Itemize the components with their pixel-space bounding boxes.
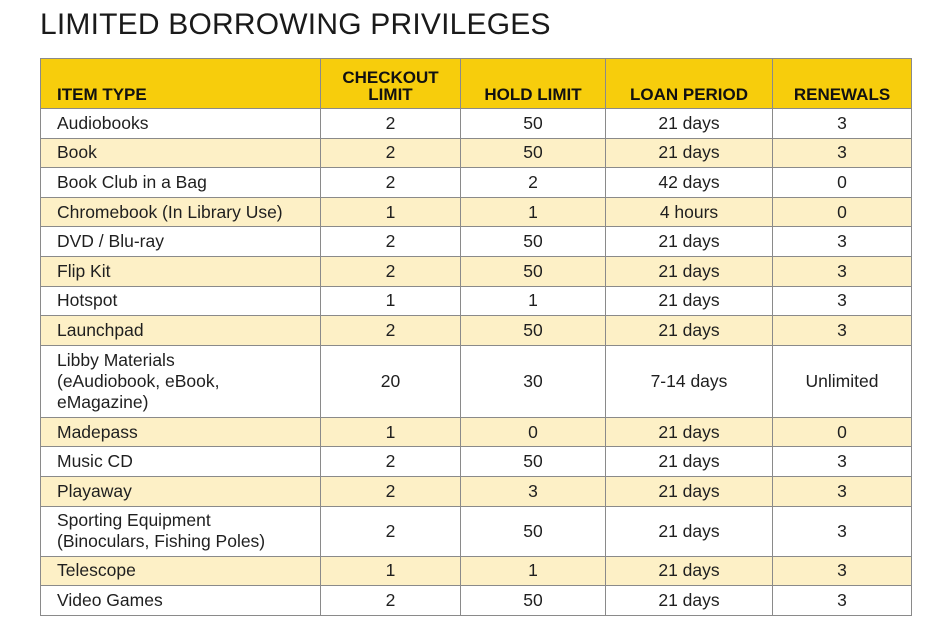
cell-item-type — [41, 286, 321, 316]
cell-checkout-limit: 2 — [321, 256, 461, 286]
item-type-line: Telescope — [57, 560, 136, 581]
cell-loan-period: 21 days — [606, 556, 773, 586]
cell-hold-limit: 50 — [461, 447, 606, 477]
cell-hold-limit: 0 — [461, 417, 606, 447]
cell-item-type — [41, 556, 321, 586]
cell-renewals: 3 — [773, 316, 912, 346]
cell-checkout-limit: 20 — [321, 345, 461, 417]
cell-renewals: 3 — [773, 109, 912, 139]
cell-renewals: 0 — [773, 417, 912, 447]
cell-hold-limit: 50 — [461, 227, 606, 257]
table-row — [41, 138, 912, 168]
cell-item-type — [41, 256, 321, 286]
item-type-line: Book — [57, 142, 97, 163]
cell-renewals: 3 — [773, 227, 912, 257]
item-type-line: Hotspot — [57, 290, 118, 311]
table-row — [41, 227, 912, 257]
cell-renewals: 3 — [773, 476, 912, 506]
cell-hold-limit: 50 — [461, 138, 606, 168]
cell-item-type — [41, 345, 321, 417]
item-type-line: Chromebook (In Library Use) — [57, 201, 283, 222]
cell-hold-limit: 1 — [461, 286, 606, 316]
cell-hold-limit: 50 — [461, 586, 606, 616]
cell-checkout-limit: 2 — [321, 109, 461, 139]
item-type-line: Sporting Equipment — [57, 510, 211, 531]
cell-item-type — [41, 586, 321, 616]
cell-loan-period: 21 days — [606, 316, 773, 346]
cell-loan-period: 4 hours — [606, 197, 773, 227]
cell-renewals: 3 — [773, 586, 912, 616]
cell-checkout-limit: 2 — [321, 316, 461, 346]
table-body — [41, 109, 912, 616]
item-type-line: Playaway — [57, 480, 132, 501]
cell-loan-period: 21 days — [606, 506, 773, 556]
table-row — [41, 586, 912, 616]
cell-loan-period: 21 days — [606, 227, 773, 257]
table-row — [41, 556, 912, 586]
cell-item-type — [41, 417, 321, 447]
cell-loan-period: 21 days — [606, 586, 773, 616]
column-header-hold-limit: HOLD LIMIT — [461, 59, 606, 109]
cell-hold-limit: 3 — [461, 476, 606, 506]
cell-item-type — [41, 227, 321, 257]
item-type-line: Madepass — [57, 421, 138, 442]
header-row — [41, 59, 912, 109]
table-row — [41, 345, 912, 417]
table-row — [41, 256, 912, 286]
item-type-line: Audiobooks — [57, 112, 149, 133]
cell-renewals: 0 — [773, 197, 912, 227]
cell-renewals: 3 — [773, 286, 912, 316]
item-type-line: Launchpad — [57, 319, 144, 340]
cell-renewals: 3 — [773, 256, 912, 286]
item-type-line: eMagazine) — [57, 391, 149, 412]
cell-checkout-limit: 2 — [321, 506, 461, 556]
cell-loan-period: 7-14 days — [606, 345, 773, 417]
cell-loan-period: 21 days — [606, 476, 773, 506]
cell-hold-limit: 30 — [461, 345, 606, 417]
item-type-line: Music CD — [57, 451, 133, 472]
item-type-line: Video Games — [57, 589, 163, 610]
cell-checkout-limit: 2 — [321, 447, 461, 477]
cell-loan-period: 21 days — [606, 447, 773, 477]
cell-item-type — [41, 476, 321, 506]
cell-hold-limit: 1 — [461, 197, 606, 227]
item-type-line: Libby Materials — [57, 349, 175, 370]
cell-hold-limit: 1 — [461, 556, 606, 586]
table-header — [41, 59, 912, 109]
cell-item-type — [41, 447, 321, 477]
cell-checkout-limit: 2 — [321, 586, 461, 616]
column-header-item-type: ITEM TYPE — [41, 59, 321, 109]
cell-item-type — [41, 197, 321, 227]
cell-renewals: 0 — [773, 168, 912, 198]
cell-checkout-limit: 2 — [321, 138, 461, 168]
item-type-line: Book Club in a Bag — [57, 171, 207, 192]
borrowing-privileges-table — [40, 58, 912, 616]
page-title: LIMITED BORROWING PRIVILEGES — [40, 8, 551, 41]
cell-loan-period: 21 days — [606, 256, 773, 286]
cell-hold-limit: 2 — [461, 168, 606, 198]
table-row — [41, 506, 912, 556]
cell-checkout-limit: 1 — [321, 197, 461, 227]
cell-checkout-limit: 1 — [321, 556, 461, 586]
cell-item-type — [41, 506, 321, 556]
table-row — [41, 417, 912, 447]
cell-hold-limit: 50 — [461, 109, 606, 139]
cell-item-type — [41, 138, 321, 168]
cell-checkout-limit: 1 — [321, 417, 461, 447]
cell-item-type — [41, 168, 321, 198]
cell-loan-period: 42 days — [606, 168, 773, 198]
column-header-checkout-limit-line1: CHECKOUT — [342, 68, 439, 87]
table-row — [41, 109, 912, 139]
cell-loan-period: 21 days — [606, 109, 773, 139]
cell-item-type — [41, 109, 321, 139]
cell-checkout-limit: 2 — [321, 227, 461, 257]
cell-checkout-limit: 2 — [321, 168, 461, 198]
cell-renewals: 3 — [773, 138, 912, 168]
item-type-line: (Binoculars, Fishing Poles) — [57, 531, 266, 552]
table-row — [41, 286, 912, 316]
table-row — [41, 316, 912, 346]
column-header-loan-period: LOAN PERIOD — [606, 59, 773, 109]
cell-checkout-limit: 1 — [321, 286, 461, 316]
cell-renewals: Unlimited — [773, 345, 912, 417]
cell-renewals: 3 — [773, 447, 912, 477]
column-header-checkout-limit-line2: LIMIT — [368, 85, 413, 104]
cell-hold-limit: 50 — [461, 316, 606, 346]
cell-hold-limit: 50 — [461, 256, 606, 286]
cell-loan-period: 21 days — [606, 138, 773, 168]
column-header-checkout-limit — [321, 59, 461, 109]
item-type-line: Flip Kit — [57, 260, 111, 281]
column-header-renewals: RENEWALS — [773, 59, 912, 109]
table-row — [41, 168, 912, 198]
item-type-line: (eAudiobook, eBook, — [57, 370, 220, 391]
cell-renewals: 3 — [773, 556, 912, 586]
cell-loan-period: 21 days — [606, 417, 773, 447]
table-row — [41, 197, 912, 227]
table-row — [41, 476, 912, 506]
cell-checkout-limit: 2 — [321, 476, 461, 506]
cell-loan-period: 21 days — [606, 286, 773, 316]
cell-item-type — [41, 316, 321, 346]
cell-hold-limit: 50 — [461, 506, 606, 556]
table-row — [41, 447, 912, 477]
cell-renewals: 3 — [773, 506, 912, 556]
item-type-line: DVD / Blu-ray — [57, 231, 164, 252]
